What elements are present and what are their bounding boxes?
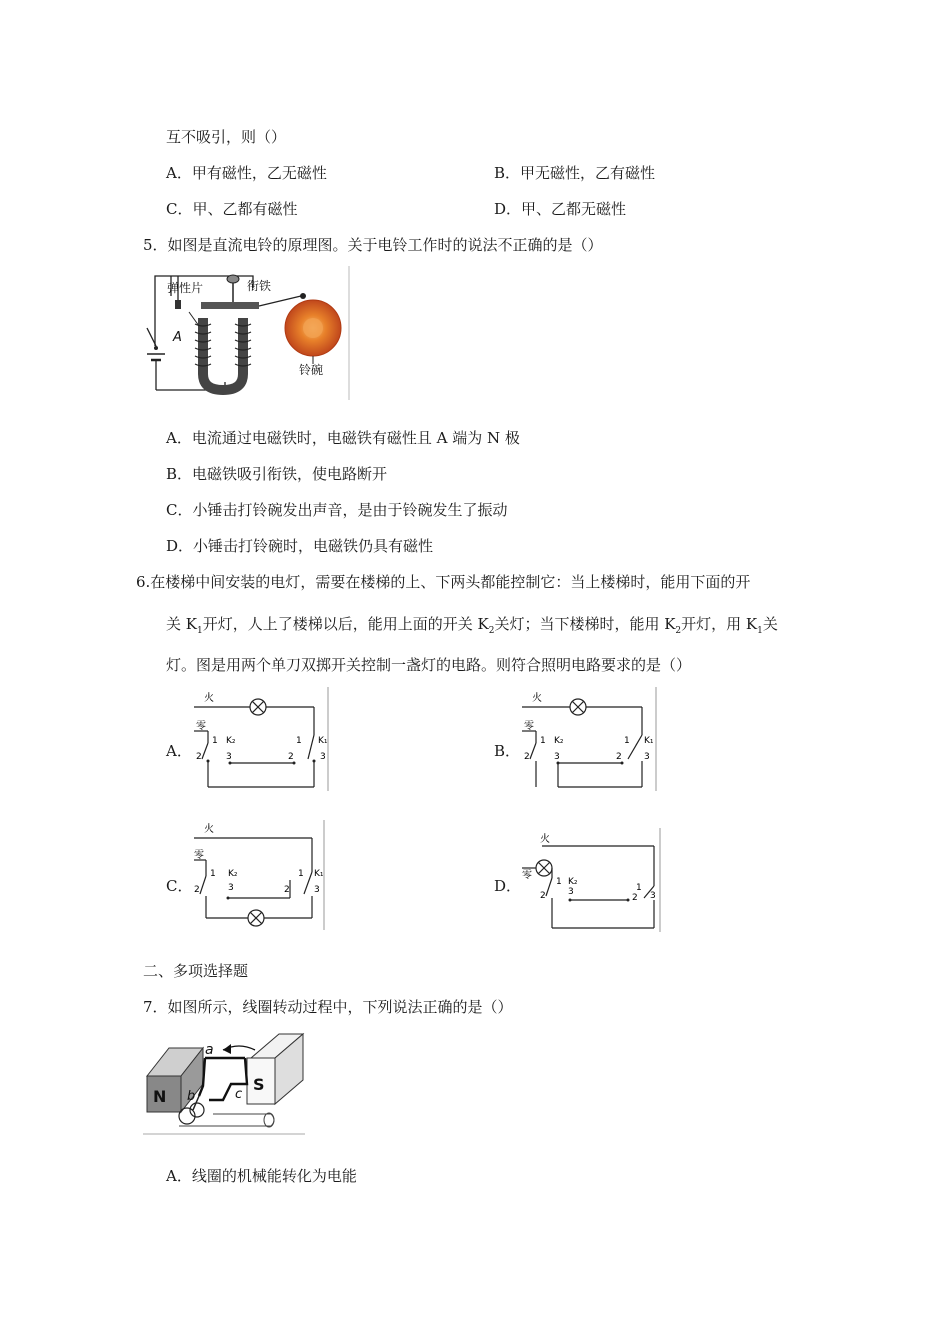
n1-label: 1 bbox=[624, 736, 630, 746]
q6-option-c-label: C． bbox=[166, 877, 193, 895]
side-a-label: a bbox=[205, 1042, 214, 1058]
fire-label: 火 bbox=[204, 693, 214, 704]
k1-label: K₁ bbox=[644, 736, 654, 746]
k1-label: K₁ bbox=[318, 736, 328, 746]
n-pole-label: N bbox=[153, 1087, 167, 1106]
n1-label: 1 bbox=[636, 883, 642, 893]
k2-label: K₂ bbox=[554, 736, 564, 746]
zero-label: 零 bbox=[524, 721, 534, 732]
electric-bell-figure bbox=[143, 266, 351, 400]
n2-label: 2 bbox=[524, 752, 530, 762]
section-title: 二、多项选择题 bbox=[143, 962, 249, 980]
n3-label: 3 bbox=[228, 883, 234, 893]
n1-label: 1 bbox=[298, 869, 304, 879]
n2-label: 2 bbox=[284, 885, 290, 895]
n3-label: 3 bbox=[554, 752, 560, 762]
q6-stem-line3: 灯。图是用两个单刀双掷开关控制一盏灯的电路。则符合照明电路要求的是（） bbox=[166, 656, 692, 674]
q6-stem-line2: 关 $K_1$开灯，人上了楼梯以后，能用上面的开关 $K_2$关灯；当下楼梯时，能用 $K_2$开灯，用 $K_1$关 bbox=[166, 615, 778, 636]
n1-label: 1 bbox=[556, 877, 562, 887]
q5-option-c: C．小锤击打铃碗发出声音，是由于铃碗发生了振动 bbox=[166, 501, 508, 519]
end-a-label: A bbox=[173, 330, 182, 345]
n1-label: 1 bbox=[540, 736, 546, 746]
n1-label: 1 bbox=[212, 736, 218, 746]
q4-option-a: A．甲有磁性，乙无磁性 bbox=[166, 164, 327, 182]
n3-label: 3 bbox=[568, 887, 574, 897]
q4-stem-cont: 互不吸引，则（） bbox=[166, 128, 287, 146]
bowl-label: 铃碗 bbox=[299, 363, 324, 377]
circuit-d-figure bbox=[518, 828, 662, 932]
n2-label: 2 bbox=[616, 752, 622, 762]
q4-option-d: D．甲、乙都无磁性 bbox=[494, 200, 627, 218]
q6-stem-line1: 6.在楼梯中间安装的电灯，需要在楼梯的上、下两头都能控制它：当上楼梯时，能用下面的开 bbox=[136, 573, 751, 591]
s-pole-label: S bbox=[253, 1075, 265, 1094]
n3-label: 3 bbox=[314, 885, 320, 895]
armature-label: 衔铁 bbox=[247, 279, 272, 293]
zero-label: 零 bbox=[196, 721, 206, 732]
k2-label: K₂ bbox=[228, 869, 238, 879]
n2-label: 2 bbox=[288, 752, 294, 762]
side-c-label: c bbox=[235, 1087, 243, 1102]
k1-label: K₁ bbox=[314, 869, 324, 879]
fire-label: 火 bbox=[540, 834, 550, 845]
k2-label: K₂ bbox=[226, 736, 236, 746]
n2-label: 2 bbox=[540, 891, 546, 901]
q4-option-c: C．甲、乙都有磁性 bbox=[166, 200, 298, 218]
q4-option-b: B．甲无磁性，乙有磁性 bbox=[494, 164, 656, 182]
zero-label: 零 bbox=[194, 850, 204, 861]
q5-option-d: D．小锤击打铃碗时，电磁铁仍具有磁性 bbox=[166, 537, 434, 555]
generator-figure bbox=[143, 1028, 305, 1136]
q5-option-a: A．电流通过电磁铁时，电磁铁有磁性且 A 端为 N 极 bbox=[166, 429, 520, 447]
n3-label: 3 bbox=[320, 752, 326, 762]
n2-label: 2 bbox=[194, 885, 200, 895]
q7-stem: 7．如图所示，线圈转动过程中，下列说法正确的是（） bbox=[143, 998, 513, 1016]
n3-label: 3 bbox=[650, 891, 656, 901]
fire-label: 火 bbox=[532, 693, 542, 704]
n3-label: 3 bbox=[644, 752, 650, 762]
circuit-c-figure bbox=[190, 820, 326, 930]
q5-option-b: B．电磁铁吸引衔铁，使电路断开 bbox=[166, 465, 388, 483]
n2-label: 2 bbox=[196, 752, 202, 762]
q6-option-b-label: B． bbox=[494, 742, 521, 760]
q7-option-a: A．线圈的机械能转化为电能 bbox=[166, 1167, 357, 1185]
n3-label: 3 bbox=[226, 752, 232, 762]
n2-label: 2 bbox=[632, 893, 638, 903]
spring-label: 弹性片 bbox=[167, 281, 204, 295]
q5-stem: 5．如图是直流电铃的原理图。关于电铃工作时的说法不正确的是（） bbox=[143, 236, 603, 254]
circuit-a-figure bbox=[190, 687, 330, 791]
q6-option-a-label: A． bbox=[166, 742, 192, 760]
fire-label: 火 bbox=[204, 824, 214, 835]
q6-option-d-label: D． bbox=[494, 877, 522, 895]
zero-label: 零 bbox=[522, 870, 532, 881]
circuit-b-figure bbox=[518, 687, 658, 791]
n1-label: 1 bbox=[296, 736, 302, 746]
k2-label: K₂ bbox=[568, 877, 578, 887]
n1-label: 1 bbox=[210, 869, 216, 879]
side-b-label: b bbox=[187, 1089, 196, 1104]
